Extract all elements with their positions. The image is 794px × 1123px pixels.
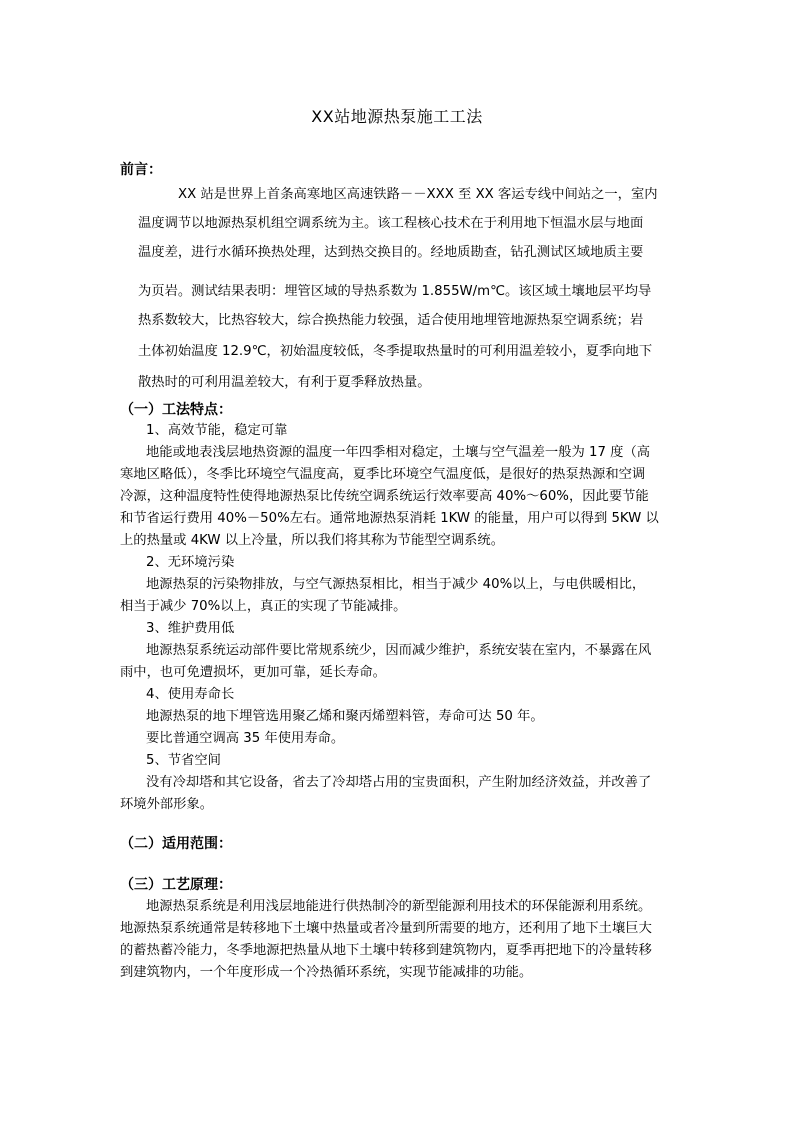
preface-heading: 前言： — [120, 162, 162, 178]
preface-line: 为页岩。测试结果表明：埋管区域的导热系数为 1.855W/m℃。该区域土壤地层平均导 — [138, 284, 652, 299]
preface-line: 土体初始温度 12.9℃，初始温度较低，冬季提取热量时的可利用温差较小，夏季向地下 — [138, 344, 653, 359]
section1-line: 5、节省空间 — [146, 753, 221, 768]
section1-line: 寒地区略低），冬季比环境空气温度高，夏季比环境空气温度低，是很好的热泵热源和空调 — [120, 467, 646, 482]
section3-heading: （三）工艺原理： — [120, 877, 232, 893]
section1-line: 上的热量或 4KW 以上冷量，所以我们将其称为节能型空调系统。 — [120, 533, 505, 548]
section1-heading: （一）工法特点： — [120, 402, 232, 418]
section1-line: 要比普通空调高 35 年使用寿命。 — [146, 731, 345, 746]
preface-line: 散热时的可利用温差较大，有利于夏季释放热量。 — [138, 375, 431, 390]
preface-line: 热系数较大，比热容较大，综合换热能力较强，适合使用地埋管地源热泵空调系统；岩 — [138, 313, 644, 328]
section1-line: 1、高效节能，稳定可靠 — [146, 423, 288, 438]
section1-line: 没有冷却塔和其它设备，省去了冷却塔占用的宝贵面积，产生附加经济效益，并改善了 — [146, 775, 652, 790]
section1-line: 3、维护费用低 — [146, 621, 235, 636]
section1-line: 和节省运行费用 40%－50%左右。通常地源热泵消耗 1KW 的能量，用户可以得到 5KW 以 — [120, 511, 659, 526]
section3-line: 的蓄热蓄冷能力，冬季地源把热量从地下土壤中转移到建筑物内，夏季再把地下的冷量转移 — [120, 943, 652, 958]
section2-heading: （二）适用范围： — [120, 836, 232, 852]
section1-line: 环境外部形象。 — [120, 797, 214, 812]
section1-line: 2、无环境污染 — [146, 555, 235, 570]
section1-line: 地能或地表浅层地热资源的温度一年四季相对稳定，土壤与空气温差一般为 17 度（高 — [146, 445, 651, 460]
section3-line: 地源热泵系统通常是转移地下土壤中热量或者冷量到所需要的地方，还利用了地下土壤巨大 — [120, 921, 652, 936]
document-title: XX站地源热泵施工工法 — [311, 107, 483, 126]
preface-line: XX 站是世界上首条高寒地区高速铁路－－XXX 至 XX 客运专线中间站之一，室内 — [178, 187, 658, 202]
preface-line: 温度调节以地源热泵机组空调系统为主。该工程核心技术在于利用地下恒温水层与地面 — [138, 216, 644, 231]
preface-line: 温度差，进行水循环换热处理，达到热交换目的。经地质勘查，钻孔测试区域地质主要 — [138, 245, 644, 260]
section1-line: 地源热泵的污染物排放，与空气源热泵相比，相当于减少 40%以上，与电供暖相比， — [146, 577, 646, 592]
section1-line: 冷源，这种温度特性使得地源热泵比传统空调系统运行效率要高 40%～60%，因此要节能 — [120, 489, 649, 504]
section1-line: 地源热泵的地下埋管选用聚乙烯和聚丙烯塑料管，寿命可达 50 年。 — [146, 709, 544, 724]
section1-line: 雨中，也可免遭损坏，更加可靠，延长寿命。 — [120, 665, 386, 680]
section1-line: 4、使用寿命长 — [146, 687, 235, 702]
section3-line: 到建筑物内，一个年度形成一个冷热循环系统，实现节能减排的功能。 — [120, 965, 533, 980]
section1-line: 地源热泵系统运动部件要比常规系统少，因而减少维护，系统安装在室内，不暴露在风 — [146, 643, 652, 658]
section1-line: 相当于减少 70%以上，真正的实现了节能减排。 — [120, 599, 407, 614]
section3-line: 地源热泵系统是利用浅层地能进行供热制冷的新型能源利用技术的环保能源利用系统。 — [146, 899, 652, 914]
